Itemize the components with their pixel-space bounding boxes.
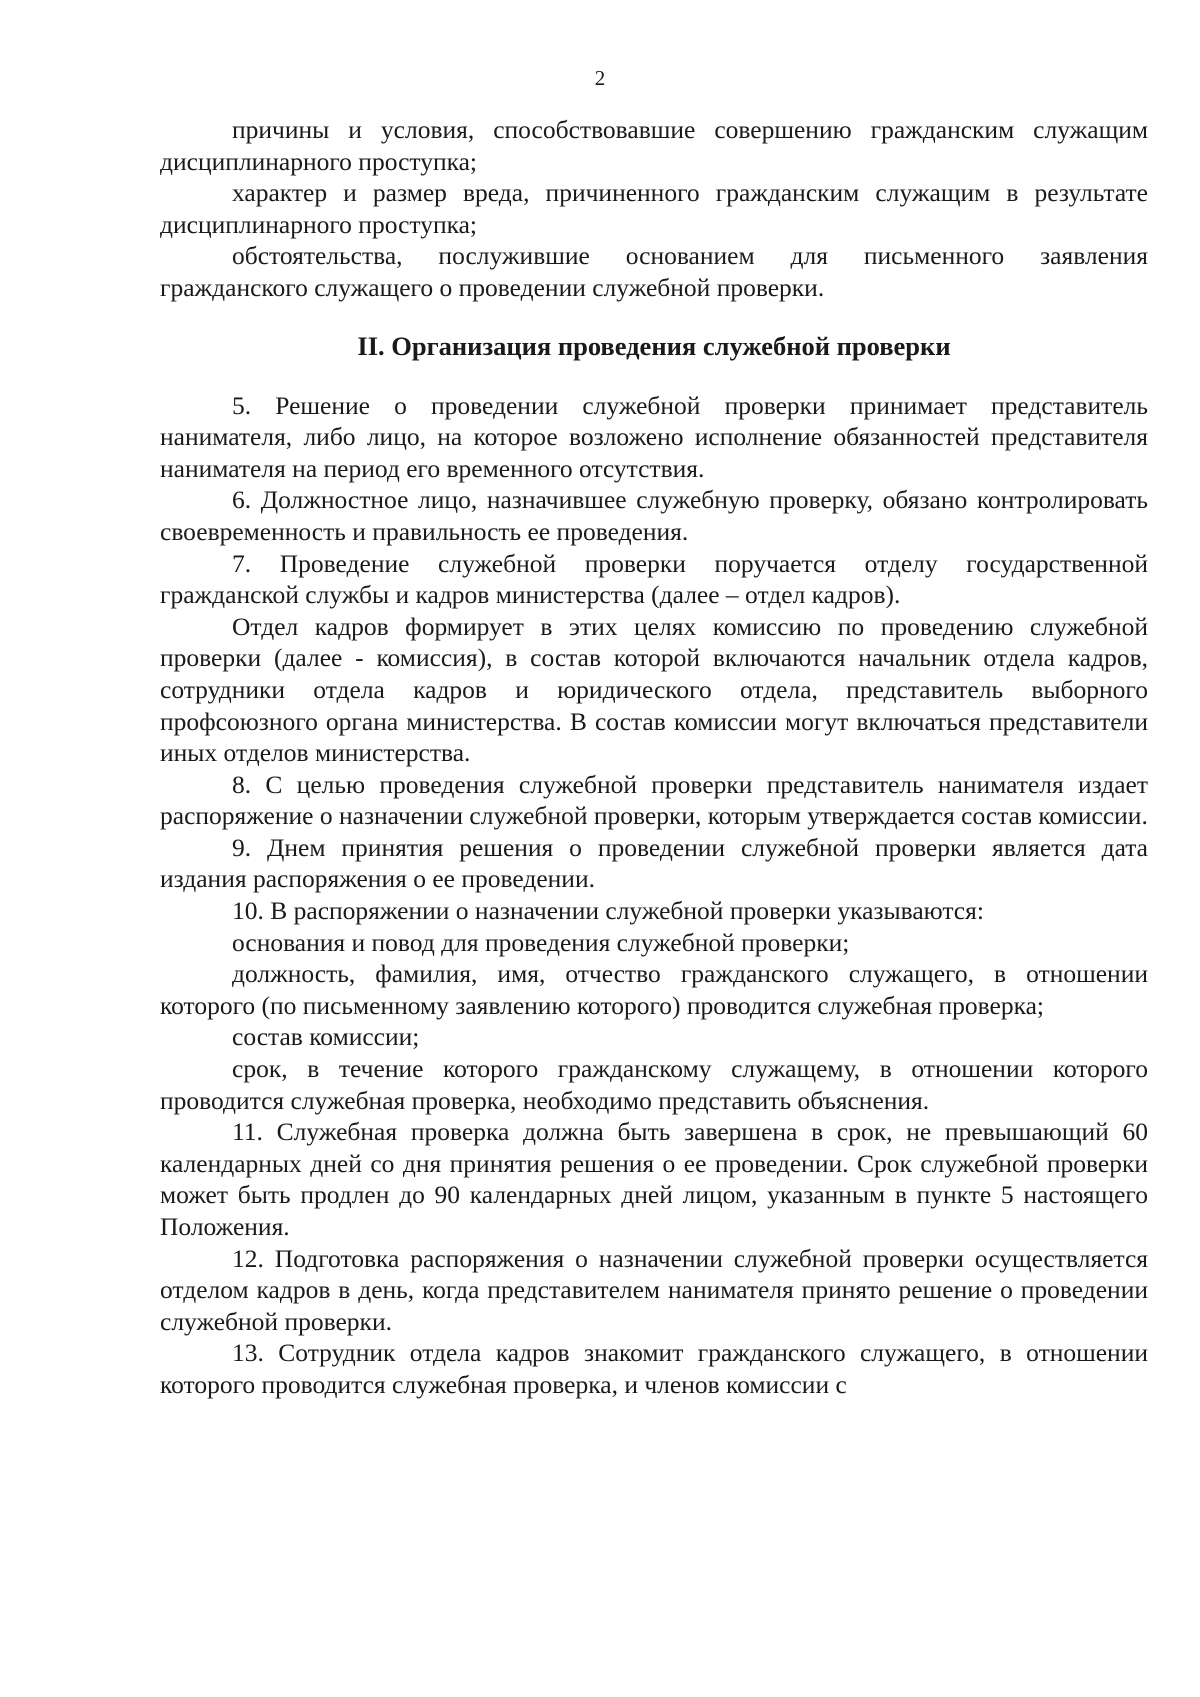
paragraph: характер и размер вреда, причиненного гражданским служащим в результате дисциплинарного проступка;: [160, 178, 1148, 239]
paragraph: срок, в течение которого гражданскому служащему, в отношении которого проводится служебная проверка, необходимо представить объяснения.: [160, 1054, 1148, 1115]
paragraph: должность, фамилия, имя, отчество гражданского служащего, в отношении которого (по письменному заявлению которого) проводится служебная проверка;: [160, 959, 1148, 1020]
page-number: 2: [594, 66, 606, 90]
paragraph: 7. Проведение служебной проверки поручается отделу государственной гражданской службы и кадров министерства (далее – отдел кадров).: [160, 548, 1148, 610]
paragraph: 10. В распоряжении о назначении служебной проверки указываются:: [232, 896, 984, 926]
paragraph: 13. Сотрудник отдела кадров знакомит гражданского служащего, в отношении которого проводится служебная проверка, и членов комиссии с: [160, 1338, 1148, 1399]
paragraph: 9. Днем принятия решения о проведении служебной проверки является дата издания распоряжения о ее проведении.: [160, 832, 1148, 894]
paragraph: основания и повод для проведения служебной проверки;: [232, 927, 850, 957]
section-heading: II. Организация проведения служебной проверки: [357, 330, 951, 361]
paragraph: 12. Подготовка распоряжения о назначении служебной проверки осуществляется отделом кадров в день, когда представителем нанимателя принято решение о проведении служебной проверки.: [160, 1243, 1148, 1336]
paragraph: причины и условия, способствовавшие совершению гражданским служащим дисциплинарного проступка;: [160, 115, 1148, 176]
paragraph: 6. Должностное лицо, назначившее служебную проверку, обязано контролировать своевременность и правильность ее проведения.: [160, 485, 1148, 546]
paragraph: состав комиссии;: [232, 1022, 420, 1052]
paragraph: 8. С целью проведения служебной проверки представитель нанимателя издает распоряжение о назначении служебной проверки, которым утверждается состав комиссии.: [160, 769, 1148, 831]
paragraph: обстоятельства, послужившие основанием для письменного заявления гражданского служащего о проведении служебной проверки.: [160, 241, 1148, 302]
paragraph: Отдел кадров формирует в этих целях комиссию по проведению служебной проверки (далее - комиссия), в состав которой включаются начальник отдела кадров, сотрудники отдела кадров и юридического отдела, представитель выборного профсоюзного органа министерства. В состав комиссии могут включаться представители иных отделов министерства.: [160, 611, 1148, 768]
paragraph: 5. Решение о проведении служебной проверки принимает представитель нанимателя, либо лицо, на которое возложено исполнение обязанностей представителя нанимателя на период его временного отсутствия.: [160, 390, 1148, 483]
paragraph: 11. Служебная проверка должна быть завершена в срок, не превышающий 60 календарных дней со дня принятия решения о ее проведении. Срок служебной проверки может быть продлен до 90 календарных дней лицом, указанным в пункте 5 настоящего Положения.: [160, 1117, 1148, 1241]
document-body: [160, 114, 1148, 1401]
